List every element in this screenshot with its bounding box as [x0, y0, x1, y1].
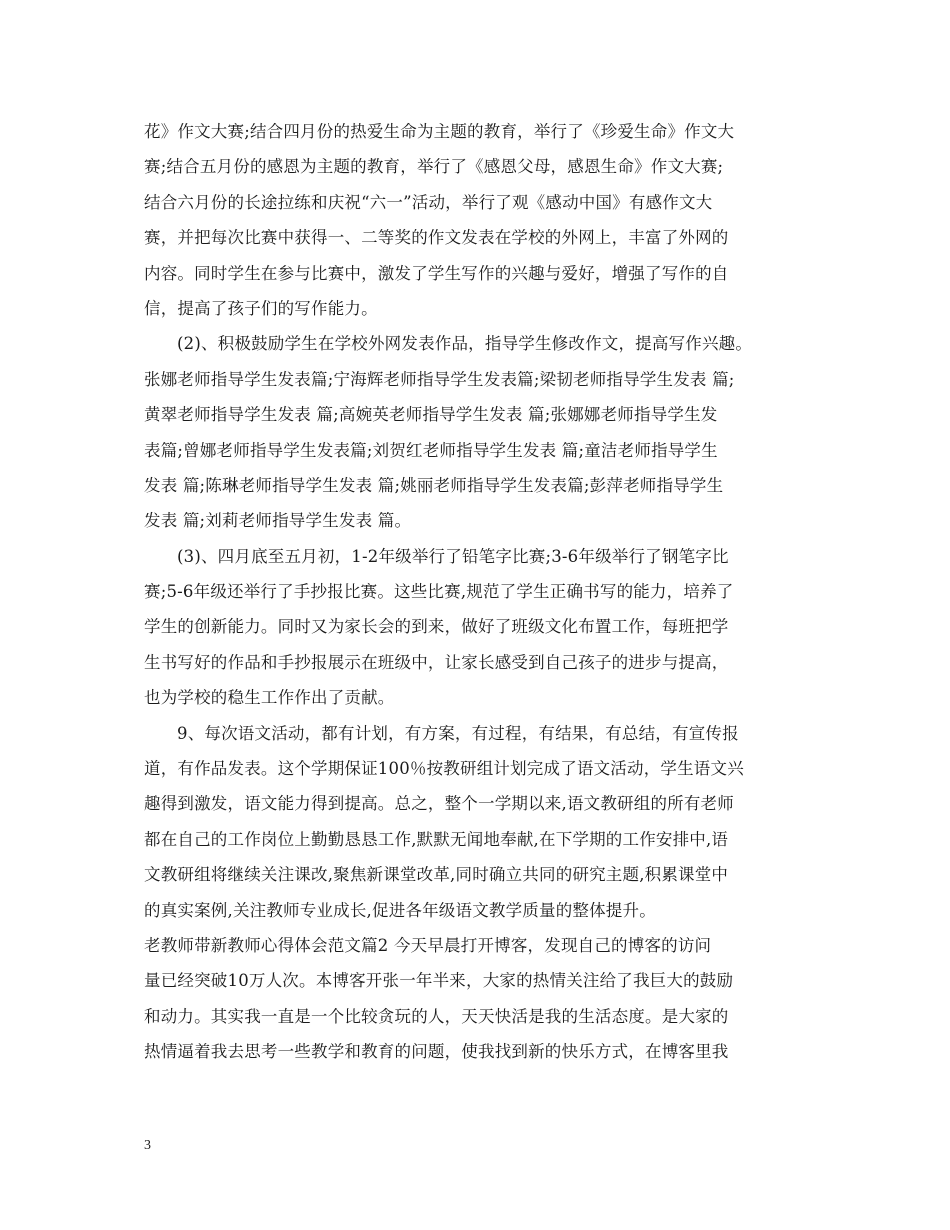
text-line: 花》作文大赛;结合四月份的热爱生命为主题的教育，举行了《珍爱生命》作文大 — [144, 122, 735, 141]
body-text — [144, 114, 824, 1070]
text-line: 趣得到激发，语文能力得到提高。总之，整个一学期以来,语文教研组的所有老师 — [144, 794, 734, 814]
text-line: 学生的创新能力。同时又为家长会的到来，做好了班级文化布置工作，每班把学 — [144, 617, 729, 637]
text-line: 文教研组将继续关注课改,聚焦新课堂改革,同时确立共同的研究主题,积累课堂中 — [144, 865, 729, 885]
text-line: 量已经突破10万人次。本博客开张一年半来，大家的热情关注给了我巨大的鼓励 — [144, 971, 734, 991]
text-line: 9、每次语文活动，都有计划，有方案，有过程，有结果，有总结，有宣传报 — [177, 723, 739, 743]
text-line: 热情逼着我去思考一些教学和教育的问题，使我找到新的快乐方式，在博客里我 — [144, 1042, 729, 1062]
text-line: 黄翠老师指导学生发表 篇;高婉英老师指导学生发表 篇;张娜娜老师指导学生发 — [144, 405, 718, 425]
text-line: 老教师带新教师心得体会范文篇2 今天早晨打开博客，发现自己的博客的访问 — [144, 935, 712, 955]
page-number: 3 — [144, 1138, 151, 1153]
text-line: 也为学校的稳生工作作出了贡献。 — [144, 688, 395, 708]
text-line: 张娜老师指导学生发表篇;宁海辉老师指导学生发表篇;梁韧老师指导学生发表 篇; — [144, 369, 735, 389]
text-line: 内容。同时学生在参与比赛中，激发了学生写作的兴趣与爱好，增强了写作的自 — [144, 263, 729, 283]
text-line: (3)、四月底至五月初，1-2年级举行了铅笔字比赛;3-6年级举行了钢笔字比 — [177, 546, 729, 566]
text-line: 结合六月份的长途拉练和庆祝“六一”活动，举行了观《感动中国》有感作文大 — [144, 192, 713, 212]
text-line: 发表 篇;刘莉老师指导学生发表 篇。 — [144, 511, 412, 531]
text-line: 的真实案例,关注教师专业成长,促进各年级语文教学质量的整体提升。 — [144, 900, 656, 920]
text-line: 表篇;曾娜老师指导学生发表篇;刘贺红老师指导学生发表 篇;童洁老师指导学生 — [144, 440, 718, 460]
text-line: 发表 篇;陈琳老师指导学生发表 篇;姚丽老师指导学生发表篇;彭萍老师指导学生 — [144, 475, 724, 495]
text-line: 信，提高了孩子们的写作能力。 — [144, 298, 378, 318]
text-line: 赛;结合五月份的感恩为主题的教育，举行了《感恩父母，感恩生命》作文大赛; — [144, 157, 724, 177]
text-line: 赛，并把每次比赛中获得一、二等奖的作文发表在学校的外网上，丰富了外网的 — [144, 228, 729, 248]
text-line: 赛;5-6年级还举行了手抄报比赛。这些比赛,规范了学生正确书写的能力，培养了 — [144, 582, 734, 602]
text-line: 道，有作品发表。这个学期保证100％按教研组计划完成了语文活动，学生语文兴 — [144, 759, 744, 779]
text-line: 和动力。其实我一直是一个比较贪玩的人，天天快活是我的生活态度。是大家的 — [144, 1006, 729, 1026]
text-line: 都在自己的工作岗位上勤勤恳恳工作,默默无闻地奉献,在下学期的工作安排中,语 — [144, 829, 729, 849]
text-line: 生书写好的作品和手抄报展示在班级中，让家长感受到自己孩子的进步与提高， — [144, 652, 729, 672]
text-line: (2)、积极鼓励学生在学校外网发表作品，指导学生修改作文，提高写作兴趣。 — [177, 334, 753, 354]
